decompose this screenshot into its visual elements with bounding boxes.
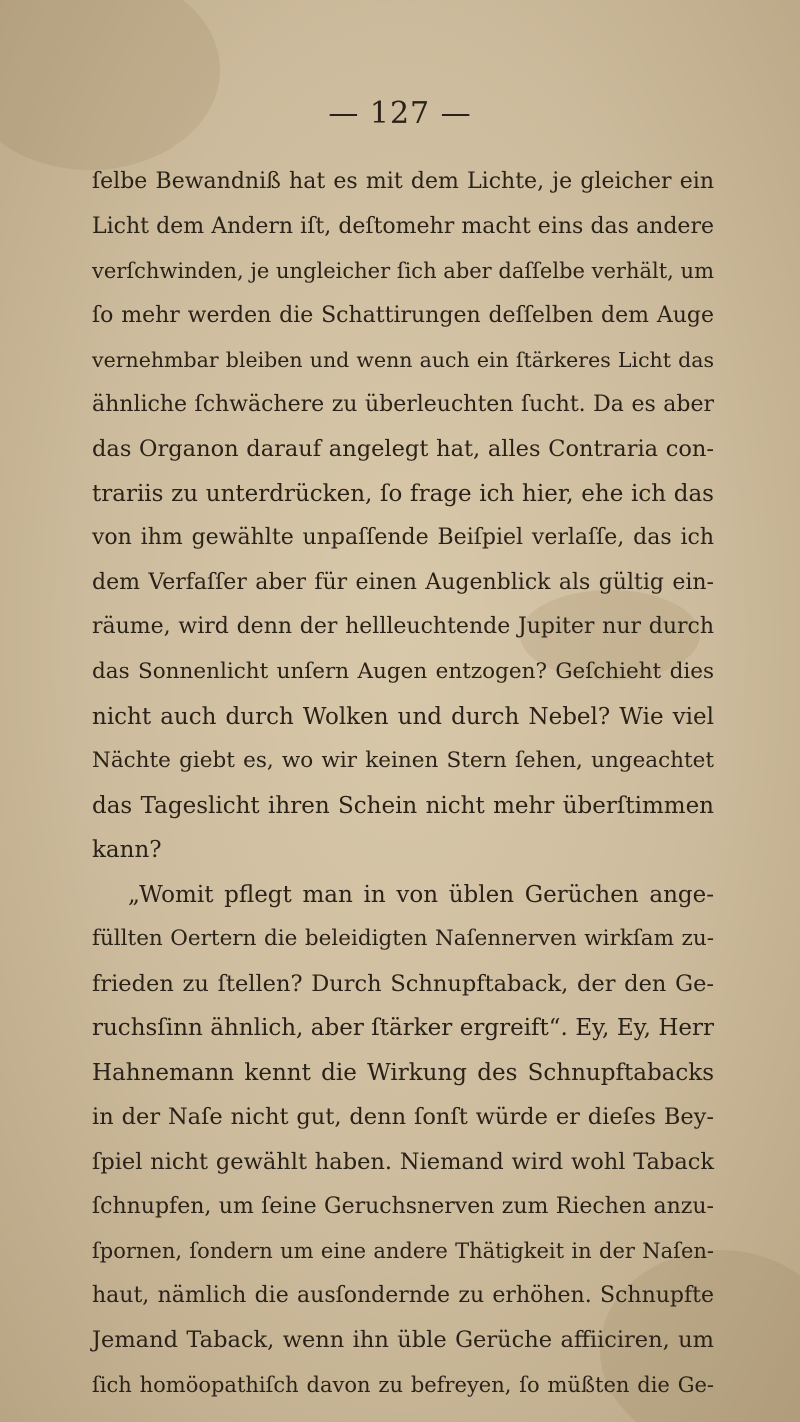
text-line: Nächte giebt es, wo wir keinen Stern ſehen, ungeachtet [92,748,714,774]
text-line: in der Naſe nicht gut, denn ſonſt würde er dieſes Bey- [92,1104,714,1131]
text-line: ſpiel nicht gewählt haben. Niemand wird wohl Taback [92,1149,714,1176]
text-line: nicht auch durch Wolken und durch Nebel? Wie viel [92,703,714,730]
text-line: Hahnemann kennt die Wirkung des Schnupftabacks [92,1059,714,1086]
text-line: vernehmbar bleiben und wenn auch ein ſtärkeres Licht das [92,348,714,373]
text-line: von ihm gewählte unpaſſende Beiſpiel verlaſſe, das ich [92,525,714,551]
body-text [92,160,714,1407]
text-line: dem Verfaſſer aber für einen Augenblick als gültig ein- [92,569,714,595]
text-line: das Organon darauf angelegt hat, alles Contraria con- [92,436,714,463]
text-line: trariis zu unterdrücken, ſo frage ich hier, ehe ich das [92,480,714,507]
text-line: ſo mehr werden die Schattirungen deſſelben dem Auge [92,302,714,328]
text-line: Licht dem Andern iſt, deſtomehr macht eins das andere [92,213,714,239]
text-line: frieden zu ſtellen? Durch Schnupftaback, der den Ge- [92,970,714,997]
text-line: verſchwinden, je ungleicher ſich aber daſſelbe verhält, um [92,259,714,284]
text-line: Jemand Taback, wenn ihn üble Gerüche affiiciren, um [92,1327,714,1354]
page-number: — 127 — [328,96,472,131]
paragraph-end-line: kann? [92,837,162,864]
text-line: ſich homöopathiſch davon zu befreyen, ſo müßten die Ge- [92,1372,714,1397]
text-line: das Tageslicht ihren Schein nicht mehr überſtimmen [92,792,714,819]
text-line: füllten Oertern die beleidigten Naſennerven wirkſam zu- [92,926,714,952]
text-line: räume, wird denn der hellleuchtende Jupiter nur durch [92,614,714,640]
text-line: ſchnupfen, um ſeine Geruchsnerven zum Riechen anzu- [92,1193,714,1219]
text-line: ähnliche ſchwächere zu überleuchten ſucht. Da es aber [92,391,714,417]
paragraph-start-line: „Womit pflegt man in von üblen Gerüchen ange- [128,881,714,908]
text-line: haut, nämlich die ausſondernde zu erhöhen. Schnupfte [92,1282,714,1308]
paper-stain [0,0,220,170]
text-line: ſelbe Bewandniß hat es mit dem Lichte, je gleicher ein [92,169,714,194]
text-line: ruchsſinn ähnlich, aber ſtärker ergreift“. Ey, Ey, Herr [92,1015,714,1042]
text-line: ſpornen, ſondern um eine andere Thätigkeit in der Naſen- [92,1239,714,1264]
text-line: das Sonnenlicht unſern Augen entzogen? Geſchieht dies [92,659,714,685]
